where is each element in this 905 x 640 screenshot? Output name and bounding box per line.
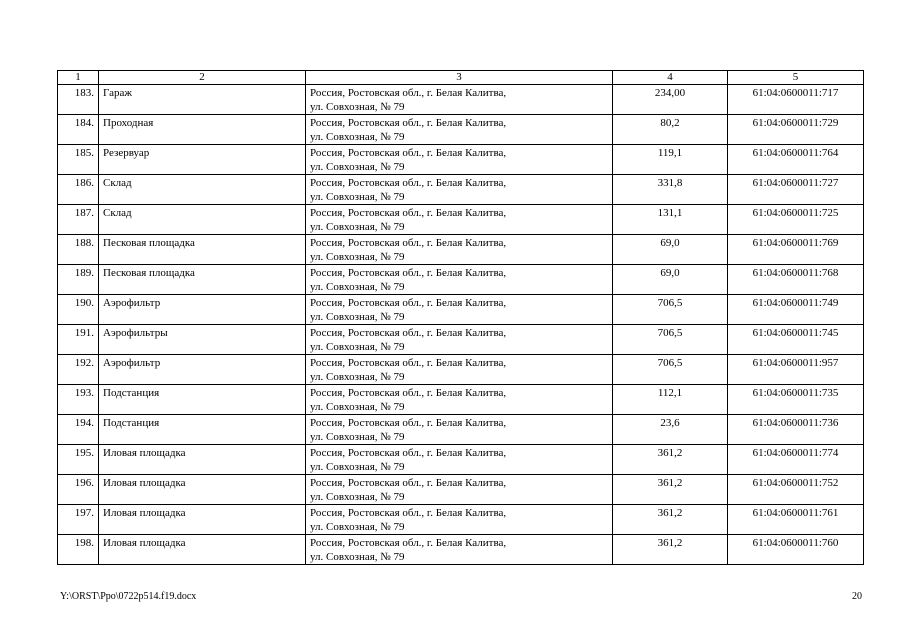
row-number-cell: 198. — [58, 535, 99, 565]
cadastral-number-cell: 61:04:0600011:761 — [728, 505, 864, 535]
object-name-cell: Подстанция — [99, 415, 306, 445]
address-cell — [306, 325, 613, 355]
cadastral-number-cell: 61:04:0600011:749 — [728, 295, 864, 325]
address-line-2: ул. Совхозная, № 79 — [310, 521, 405, 533]
table-row — [58, 175, 864, 205]
cadastral-number-cell: 61:04:0600011:774 — [728, 445, 864, 475]
footer-file-path: Y:\ORST\Ppo\0722p514.f19.docx — [60, 591, 197, 602]
address-line-1: Россия, Ростовская обл., г. Белая Калитва, — [310, 87, 507, 99]
address-line-1: Россия, Ростовская обл., г. Белая Калитва, — [310, 147, 507, 159]
row-number-cell: 193. — [58, 385, 99, 415]
address-cell — [306, 175, 613, 205]
table-row — [58, 265, 864, 295]
address-line-1: Россия, Ростовская обл., г. Белая Калитва, — [310, 177, 507, 189]
object-name-cell: Склад — [99, 175, 306, 205]
table-row — [58, 205, 864, 235]
object-name-cell: Резервуар — [99, 145, 306, 175]
object-name-cell: Склад — [99, 205, 306, 235]
cadastral-number-cell: 61:04:0600011:769 — [728, 235, 864, 265]
col-header-2: 2 — [99, 71, 306, 85]
address-line-2: ул. Совхозная, № 79 — [310, 401, 405, 413]
area-cell: 69,0 — [613, 265, 728, 295]
col-header-3: 3 — [306, 71, 613, 85]
footer-page-number: 20 — [852, 591, 862, 602]
address-line-2: ул. Совхозная, № 79 — [310, 281, 405, 293]
row-number-cell: 186. — [58, 175, 99, 205]
address-line-2: ул. Совхозная, № 79 — [310, 221, 405, 233]
address-line-1: Россия, Ростовская обл., г. Белая Калитва, — [310, 327, 507, 339]
col-header-5: 5 — [728, 71, 864, 85]
address-line-2: ул. Совхозная, № 79 — [310, 311, 405, 323]
table-row — [58, 145, 864, 175]
cadastral-number-cell: 61:04:0600011:768 — [728, 265, 864, 295]
address-line-1: Россия, Ростовская обл., г. Белая Калитва, — [310, 387, 507, 399]
col-header-1: 1 — [58, 71, 99, 85]
address-line-2: ул. Совхозная, № 79 — [310, 341, 405, 353]
object-name-cell: Гараж — [99, 85, 306, 115]
table-row — [58, 415, 864, 445]
object-name-cell: Иловая площадка — [99, 505, 306, 535]
address-line-1: Россия, Ростовская обл., г. Белая Калитва, — [310, 507, 507, 519]
table-row — [58, 115, 864, 145]
object-name-cell: Аэрофильтр — [99, 355, 306, 385]
address-cell — [306, 235, 613, 265]
area-cell: 23,6 — [613, 415, 728, 445]
object-name-cell: Песковая площадка — [99, 235, 306, 265]
object-name-cell: Подстанция — [99, 385, 306, 415]
column-number-row — [58, 71, 864, 85]
row-number-cell: 190. — [58, 295, 99, 325]
address-line-2: ул. Совхозная, № 79 — [310, 251, 405, 263]
area-cell: 119,1 — [613, 145, 728, 175]
address-cell — [306, 295, 613, 325]
address-line-1: Россия, Ростовская обл., г. Белая Калитва, — [310, 537, 507, 549]
object-name-cell: Проходная — [99, 115, 306, 145]
address-line-2: ул. Совхозная, № 79 — [310, 371, 405, 383]
cadastral-number-cell: 61:04:0600011:729 — [728, 115, 864, 145]
col-header-4: 4 — [613, 71, 728, 85]
area-cell: 706,5 — [613, 325, 728, 355]
address-line-2: ул. Совхозная, № 79 — [310, 101, 405, 113]
address-cell — [306, 415, 613, 445]
address-cell — [306, 205, 613, 235]
row-number-cell: 185. — [58, 145, 99, 175]
row-number-cell: 195. — [58, 445, 99, 475]
cadastral-number-cell: 61:04:0600011:736 — [728, 415, 864, 445]
address-line-2: ул. Совхозная, № 79 — [310, 491, 405, 503]
area-cell: 80,2 — [613, 115, 728, 145]
address-line-2: ул. Совхозная, № 79 — [310, 191, 405, 203]
area-cell: 331,8 — [613, 175, 728, 205]
row-number-cell: 194. — [58, 415, 99, 445]
table-row — [58, 235, 864, 265]
table-row — [58, 85, 864, 115]
address-cell — [306, 385, 613, 415]
area-cell: 112,1 — [613, 385, 728, 415]
cadastral-number-cell: 61:04:0600011:752 — [728, 475, 864, 505]
address-line-2: ул. Совхозная, № 79 — [310, 431, 405, 443]
object-name-cell: Аэрофильтры — [99, 325, 306, 355]
row-number-cell: 189. — [58, 265, 99, 295]
object-name-cell: Иловая площадка — [99, 535, 306, 565]
table-row — [58, 535, 864, 565]
address-line-1: Россия, Ростовская обл., г. Белая Калитва, — [310, 357, 507, 369]
cadastral-number-cell: 61:04:0600011:764 — [728, 145, 864, 175]
row-number-cell: 184. — [58, 115, 99, 145]
address-line-1: Россия, Ростовская обл., г. Белая Калитва, — [310, 447, 507, 459]
address-cell — [306, 535, 613, 565]
cadastral-number-cell: 61:04:0600011:727 — [728, 175, 864, 205]
address-line-1: Россия, Ростовская обл., г. Белая Калитва, — [310, 117, 507, 129]
address-line-2: ул. Совхозная, № 79 — [310, 461, 405, 473]
address-line-1: Россия, Ростовская обл., г. Белая Калитва, — [310, 267, 507, 279]
area-cell: 131,1 — [613, 205, 728, 235]
cadastral-number-cell: 61:04:0600011:745 — [728, 325, 864, 355]
address-cell — [306, 475, 613, 505]
address-cell — [306, 355, 613, 385]
address-cell — [306, 115, 613, 145]
area-cell: 69,0 — [613, 235, 728, 265]
address-line-2: ул. Совхозная, № 79 — [310, 161, 405, 173]
address-cell — [306, 85, 613, 115]
address-line-1: Россия, Ростовская обл., г. Белая Калитва, — [310, 477, 507, 489]
address-line-2: ул. Совхозная, № 79 — [310, 551, 405, 563]
address-cell — [306, 445, 613, 475]
object-name-cell: Аэрофильтр — [99, 295, 306, 325]
cadastral-number-cell: 61:04:0600011:735 — [728, 385, 864, 415]
object-name-cell: Иловая площадка — [99, 475, 306, 505]
row-number-cell: 183. — [58, 85, 99, 115]
area-cell: 234,00 — [613, 85, 728, 115]
address-line-1: Россия, Ростовская обл., г. Белая Калитва, — [310, 417, 507, 429]
table-row — [58, 385, 864, 415]
area-cell: 361,2 — [613, 505, 728, 535]
row-number-cell: 196. — [58, 475, 99, 505]
table-row — [58, 505, 864, 535]
address-line-1: Россия, Ростовская обл., г. Белая Калитва, — [310, 207, 507, 219]
property-table — [57, 70, 864, 565]
row-number-cell: 187. — [58, 205, 99, 235]
table-row — [58, 355, 864, 385]
table-row — [58, 475, 864, 505]
row-number-cell: 191. — [58, 325, 99, 355]
address-line-2: ул. Совхозная, № 79 — [310, 131, 405, 143]
row-number-cell: 188. — [58, 235, 99, 265]
cadastral-number-cell: 61:04:0600011:725 — [728, 205, 864, 235]
object-name-cell: Иловая площадка — [99, 445, 306, 475]
table-row — [58, 325, 864, 355]
address-cell — [306, 505, 613, 535]
row-number-cell: 192. — [58, 355, 99, 385]
cadastral-number-cell: 61:04:0600011:717 — [728, 85, 864, 115]
area-cell: 706,5 — [613, 295, 728, 325]
table-body — [58, 85, 864, 565]
address-cell — [306, 145, 613, 175]
object-name-cell: Песковая площадка — [99, 265, 306, 295]
row-number-cell: 197. — [58, 505, 99, 535]
area-cell: 361,2 — [613, 535, 728, 565]
address-line-1: Россия, Ростовская обл., г. Белая Калитва, — [310, 237, 507, 249]
area-cell: 361,2 — [613, 475, 728, 505]
area-cell: 361,2 — [613, 445, 728, 475]
cadastral-number-cell: 61:04:0600011:957 — [728, 355, 864, 385]
table-row — [58, 445, 864, 475]
area-cell: 706,5 — [613, 355, 728, 385]
cadastral-number-cell: 61:04:0600011:760 — [728, 535, 864, 565]
address-cell — [306, 265, 613, 295]
table-row — [58, 295, 864, 325]
address-line-1: Россия, Ростовская обл., г. Белая Калитва, — [310, 297, 507, 309]
